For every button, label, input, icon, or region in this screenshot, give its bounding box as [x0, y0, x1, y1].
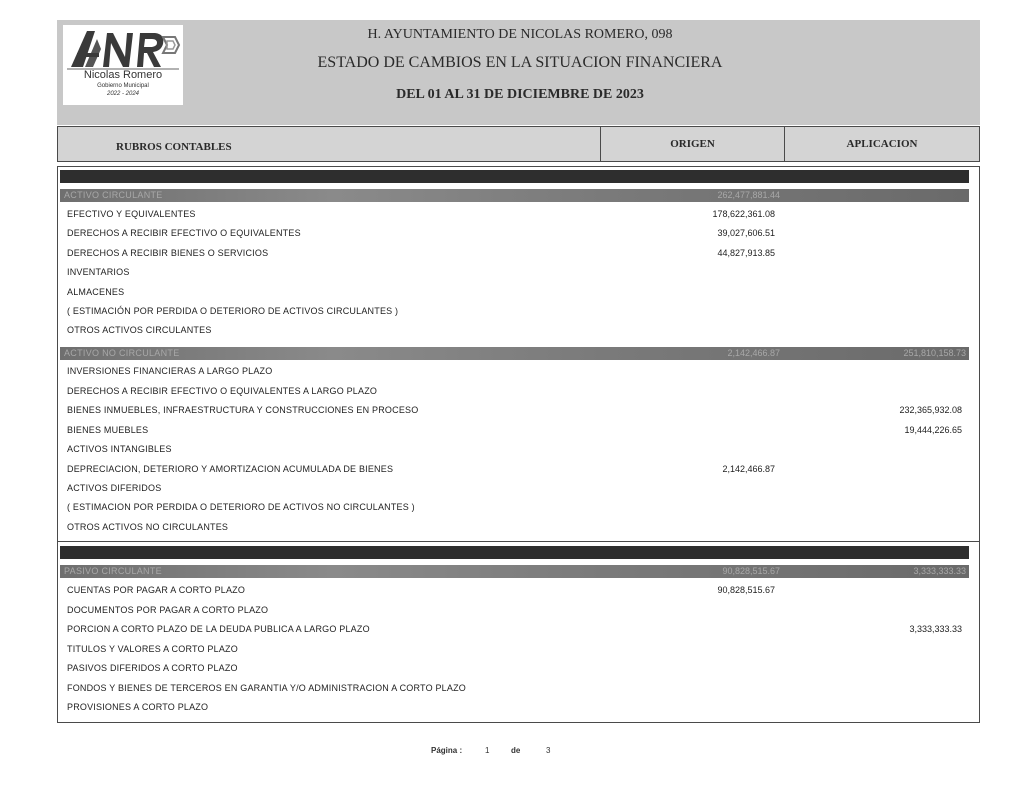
section-activo-circulante: ACTIVO CIRCULANTE 262,477,881.44	[60, 189, 969, 202]
municipal-logo	[63, 25, 183, 105]
table-row: OTROS ACTIVOS CIRCULANTES	[67, 325, 212, 335]
table-row: ACTIVOS DIFERIDOS	[67, 483, 162, 493]
entity-title: H. AYUNTAMIENTO DE NICOLAS ROMERO, 098	[367, 27, 673, 42]
logo-name: Nicolas Romero	[83, 69, 163, 81]
table-row: DOCUMENTOS POR PAGAR A CORTO PLAZO	[67, 605, 269, 615]
table-row: ( ESTIMACION POR PERDIDA O DETERIORO DE ACTIVOS NO CIRCULANTES )	[67, 502, 415, 512]
table-row: CUENTAS POR PAGAR A CORTO PLAZO 90,828,515.67	[67, 585, 775, 595]
anr-logo-icon	[63, 25, 183, 71]
page-label: Página :	[431, 746, 463, 755]
table-row: BIENES MUEBLES 19,444,226.65	[67, 425, 962, 435]
column-aplicacion: APLICACION	[846, 138, 918, 150]
report-title: ESTADO DE CAMBIOS EN LA SITUACION FINANCIERA	[317, 54, 723, 71]
table-row: EFECTIVO Y EQUIVALENTES 178,622,361.08	[67, 209, 775, 219]
column-header-row	[57, 126, 980, 162]
logo-subtitle: Gobierno Municipal	[97, 83, 149, 89]
section-pasivo-circulante: PASIVO CIRCULANTE 90,828,515.67 3,333,333.33	[60, 565, 969, 578]
table-row: ALMACENES	[67, 287, 125, 297]
table-row: PROVISIONES A CORTO PLAZO	[67, 702, 209, 712]
table-row: PASIVOS DIFERIDOS A CORTO PLAZO	[67, 663, 238, 673]
report-period: DEL 01 AL 31 DE DICIEMBRE DE 2023	[396, 87, 644, 102]
table-row: DERECHOS A RECIBIR EFECTIVO O EQUIVALENTES A LARGO PLAZO	[67, 386, 378, 396]
table-row: FONDOS Y BIENES DE TERCEROS EN GARANTIA Y/O ADMINISTRACION A CORTO PLAZO	[67, 683, 466, 693]
pasivo-title-bar	[60, 546, 969, 559]
section-activo-no-circulante: ACTIVO NO CIRCULANTE 2,142,466.87 251,810,158.73	[60, 347, 969, 360]
column-rubros: RUBROS CONTABLES	[58, 127, 601, 161]
table-row: ( ESTIMACIÓN POR PERDIDA O DETERIORO DE ACTIVOS CIRCULANTES )	[67, 306, 399, 316]
table-row: OTROS ACTIVOS NO CIRCULANTES	[67, 522, 229, 532]
table-row: PORCION A CORTO PLAZO DE LA DEUDA PUBLICA A LARGO PLAZO 3,333,333.33	[67, 624, 962, 634]
activo-title-bar	[60, 170, 969, 183]
table-row: DERECHOS A RECIBIR BIENES O SERVICIOS 44,827,913.85	[67, 248, 775, 258]
page-of-label: de	[511, 746, 521, 755]
page-number: 1	[485, 746, 490, 755]
pasivo-section-box	[57, 541, 980, 723]
table-row: ACTIVOS INTANGIBLES	[67, 444, 172, 454]
table-row: DERECHOS A RECIBIR EFECTIVO O EQUIVALENTES 39,027,606.51	[67, 228, 775, 238]
page-total: 3	[546, 746, 551, 755]
activo-section-box	[57, 166, 980, 542]
column-origen: ORIGEN	[601, 127, 785, 161]
table-row: INVENTARIOS	[67, 267, 130, 277]
table-row: INVERSIONES FINANCIERAS A LARGO PLAZO	[67, 366, 273, 376]
table-row: BIENES INMUEBLES, INFRAESTRUCTURA Y CONSTRUCCIONES EN PROCESO 232,365,932.08	[67, 405, 962, 415]
logo-period: 2022 - 2024	[106, 91, 140, 97]
table-row: TITULOS Y VALORES A CORTO PLAZO	[67, 644, 238, 654]
table-row: DEPRECIACION, DETERIORO Y AMORTIZACION ACUMULADA DE BIENES 2,142,466.87	[67, 464, 775, 474]
